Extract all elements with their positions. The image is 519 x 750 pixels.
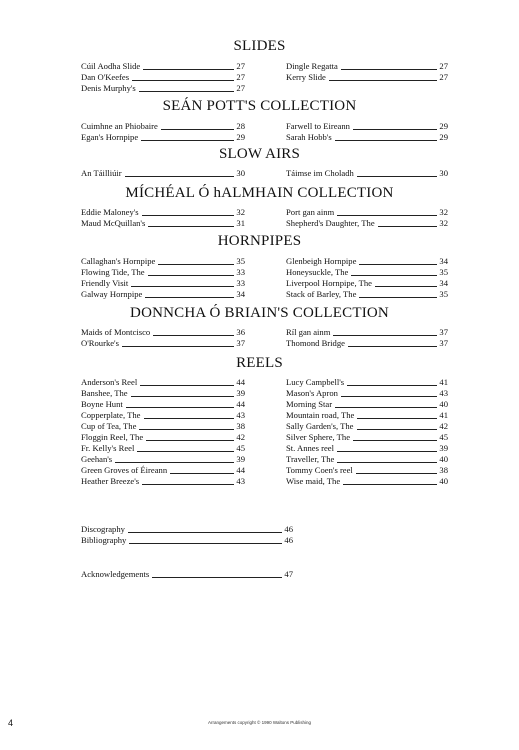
toc-entry-acknowledgements: Acknowledgements 47	[81, 569, 293, 579]
toc-entry: Egan's Hornpipe 29	[81, 132, 245, 142]
section-title-reels: REELS	[236, 355, 283, 371]
page-number: 4	[8, 718, 14, 728]
toc-entry-bibliography: Bibliography 46	[81, 535, 293, 545]
toc-entry: Friendly Visit 33	[81, 278, 245, 288]
toc-entry: Dingle Regatta 27	[286, 61, 448, 71]
toc-entry: Stack of Barley, The 35	[286, 289, 448, 299]
toc-entry: Galway Hornpipe 34	[81, 289, 245, 299]
toc-entry: Heather Breeze's 43	[81, 476, 245, 486]
toc-entry: Anderson's Reel 44	[81, 377, 245, 387]
toc-entry: Cup of Tea, The 38	[81, 421, 245, 431]
toc-entry: Fr. Kelly's Reel 45	[81, 443, 245, 453]
toc-entry: Geehan's 39	[81, 454, 245, 464]
toc-entry: Ríl gan ainm 37	[286, 327, 448, 337]
section-title-sean-potts: SEÁN POTT'S COLLECTION	[162, 98, 357, 114]
toc-entry: Port gan ainm 32	[286, 207, 448, 217]
toc-entry: Farwell to Eireann 29	[286, 121, 448, 131]
toc-entry: An Táilliúir 30	[81, 168, 245, 178]
toc-entry-discography: Discography 46	[81, 524, 293, 534]
toc-entry: Dan O'Keefes 27	[81, 72, 245, 82]
toc-entry: Liverpool Hornpipe, The 34	[286, 278, 448, 288]
toc-entry: Kerry Slide 27	[286, 72, 448, 82]
toc-entry: Táimse im Choladh 30	[286, 168, 448, 178]
toc-entry: Sally Garden's, The 42	[286, 421, 448, 431]
section-title-hornpipes: HORNPIPES	[217, 233, 302, 249]
toc-entry: Boyne Hunt 44	[81, 399, 245, 409]
toc-entry: Traveller, The 40	[286, 454, 448, 464]
toc-entry: Callaghan's Hornpipe 35	[81, 256, 245, 266]
toc-entry: Cúil Aodha Slide 27	[81, 61, 245, 71]
toc-entry: Cuimhne an Phiobaire 28	[81, 121, 245, 131]
section-title-slow-airs: SLOW AIRS	[218, 146, 301, 162]
toc-entry: Wise maid, The 40	[286, 476, 448, 486]
toc-entry: Mason's Apron 43	[286, 388, 448, 398]
toc-entry: Copperplate, The 43	[81, 410, 245, 420]
section-title-donncha-o-briain: DONNCHA Ó BRIAIN'S COLLECTION	[130, 305, 389, 321]
toc-entry: Honeysuckle, The 35	[286, 267, 448, 277]
toc-entry: Tommy Coen's reel 38	[286, 465, 448, 475]
section-title-micheal-o-halmhain: MÍCHÉAL Ó hALMHAIN COLLECTION	[125, 185, 394, 201]
toc-entry: Maud McQuillan's 31	[81, 218, 245, 228]
toc-entry: Denis Murphy's 27	[81, 83, 245, 93]
toc-entry: O'Rourke's 37	[81, 338, 245, 348]
section-title-slides: SLIDES	[233, 38, 286, 54]
toc-entry: Banshee, The 39	[81, 388, 245, 398]
copyright-notice: Arrangements copyright © 1990 Waltons Publishing	[208, 720, 311, 725]
toc-entry: Floggin Reel, The 42	[81, 432, 245, 442]
toc-entry: Maids of Montcisco 36	[81, 327, 245, 337]
toc-entry: Green Groves of Éireann 44	[81, 465, 245, 475]
toc-entry: Lucy Campbell's 41	[286, 377, 448, 387]
toc-entry: Sarah Hobb's 29	[286, 132, 448, 142]
toc-entry: Flowing Tide, The 33	[81, 267, 245, 277]
toc-entry: Eddie Maloney's 32	[81, 207, 245, 217]
toc-entry: Shepherd's Daughter, The 32	[286, 218, 448, 228]
toc-entry: Mountain road, The 41	[286, 410, 448, 420]
toc-entry: St. Annes reel 39	[286, 443, 448, 453]
toc-entry: Silver Sphere, The 45	[286, 432, 448, 442]
toc-entry: Morning Star 40	[286, 399, 448, 409]
toc-entry: Thomond Bridge 37	[286, 338, 448, 348]
toc-entry: Glenbeigh Hornpipe 34	[286, 256, 448, 266]
